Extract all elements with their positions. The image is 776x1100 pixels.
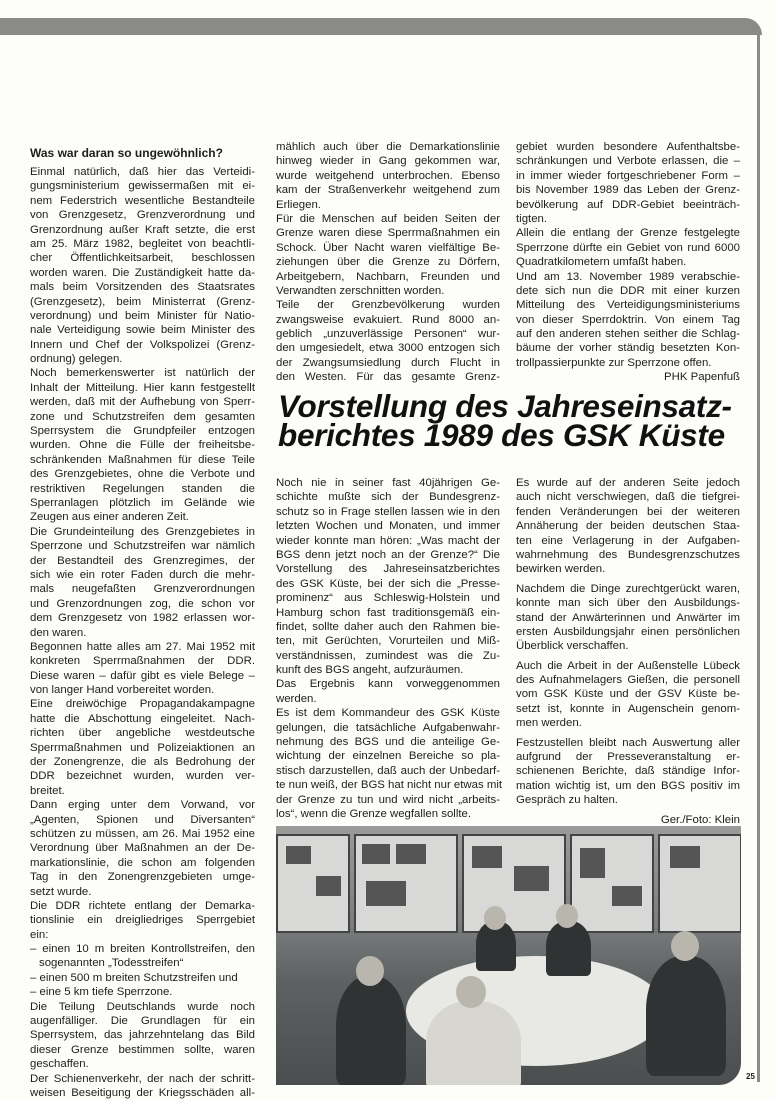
text-line: der Grenze zu tun und wird nicht „arbeits- bbox=[276, 793, 500, 806]
section-heading: Was war daran so ungewöhnlich? bbox=[30, 146, 223, 160]
text-line: Quadratkilometern umfaßt haben. bbox=[516, 256, 687, 269]
text-line: den umgesiedelt, etwa 3000 entzogen sich bbox=[276, 342, 500, 355]
text-line: Für die Menschen auf beiden Seiten der bbox=[276, 212, 500, 225]
text-line: gelungen, die tatsächliche Aufgabenwahr- bbox=[276, 721, 500, 734]
text-line: bevölkerung auf DDR-Gebiet beeinträch- bbox=[516, 198, 740, 211]
text-line: – eine 5 km tiefe Sperrzone. bbox=[30, 986, 173, 999]
text-line: wahrnehmung des Bundesgrenzschutzes bbox=[516, 548, 740, 561]
paragraph bbox=[30, 366, 255, 524]
text-line: zwangsweise evakuiert. Rund 8000 an- bbox=[276, 313, 500, 326]
text-line: Teile der Grenzbevölkerung wurden bbox=[276, 299, 500, 312]
paragraph bbox=[516, 140, 740, 226]
column-2-bottom bbox=[276, 476, 503, 821]
text-line: Einmal natürlich, daß hier das Verteidi- bbox=[30, 166, 255, 178]
text-line: Vorstellung des Jahreseinsatzberichtes bbox=[276, 563, 500, 576]
text-line: bäume der vorher ständig besetzten Kon- bbox=[516, 342, 740, 355]
headline-line-1: Vorstellung des Jahreseinsatz- bbox=[278, 388, 732, 424]
column-2-top bbox=[276, 140, 500, 385]
column-3-bottom bbox=[516, 476, 740, 828]
column-3-bottom-body bbox=[516, 476, 740, 808]
text-line: tigten. bbox=[516, 212, 548, 225]
text-line: Grenzordnung außer Kraft setzte, die erst bbox=[30, 223, 255, 236]
text-line: Noch bemerkenswerter ist natürlich der bbox=[30, 367, 255, 380]
text-line: schränkungen und Verbote erlassen, die – bbox=[516, 155, 740, 168]
text-line: Tag in den Zonengrenzgebieten umge- bbox=[30, 871, 255, 884]
paragraph bbox=[516, 659, 740, 731]
text-line: mals beim Vorsitzenden des Staatsrates bbox=[30, 281, 255, 294]
text-line: dete sich nun die DDR mit einer kurzen bbox=[516, 284, 740, 297]
exhibit-panel bbox=[276, 834, 350, 933]
page-number: 25 bbox=[746, 1072, 755, 1081]
exhibit-panel bbox=[354, 834, 458, 933]
text-line: – einen 500 m breiten Schutzstreifen und bbox=[30, 971, 238, 984]
paragraph bbox=[516, 582, 740, 654]
text-line: prominenz“ aus Schleswig-Holstein und bbox=[276, 592, 500, 605]
column-1-body bbox=[30, 165, 255, 1100]
text-line: den Westen. Für das gesamte Grenz- bbox=[276, 371, 500, 384]
text-line: Der Schienenverkehr, der nach der schritt- bbox=[30, 1072, 255, 1085]
text-line: der Zwangsumsiedlung durch Flucht in bbox=[276, 356, 500, 369]
text-line: von Grenzgesetz, Grenzverordnung und bbox=[30, 209, 255, 222]
text-line: Mitteilung des Verteidigungsministeriums bbox=[516, 299, 740, 312]
text-line: sich wie ein roter Faden durch die mehr- bbox=[30, 568, 255, 581]
text-line: schienenen Berichte, daß ständige Infor- bbox=[516, 765, 740, 778]
exhibit-panel bbox=[462, 834, 566, 933]
text-line: Annäherung der beiden deutschen Staa- bbox=[516, 520, 740, 533]
text-line: Und am 13. November 1989 verabschie- bbox=[516, 270, 740, 283]
text-line: Es wurde auf der anderen Seite jedoch bbox=[516, 477, 740, 489]
text-line: des GSK Küste, bei der sich die „Presse- bbox=[276, 577, 500, 590]
text-line: zone und Schutzstreifen dem gesamten bbox=[30, 410, 255, 423]
paragraph bbox=[516, 270, 740, 371]
paragraph bbox=[30, 798, 255, 899]
text-line: markationslinie, die schon am folgenden bbox=[30, 856, 255, 869]
text-line: nem Federstrich wesentliche Bestandteile bbox=[30, 194, 255, 207]
paragraph bbox=[276, 476, 500, 677]
text-line: letzten Wochen und Monaten, und immer bbox=[276, 520, 500, 533]
text-line: von langer Hand vorbereitet worden. bbox=[30, 684, 215, 697]
text-line: schränkenden Maßnahmen für diese Teile bbox=[30, 453, 255, 466]
text-line: am 25. März 1982, begleitet von beachtli- bbox=[30, 237, 255, 250]
headline-line-2: berichtes 1989 des GSK Küste bbox=[278, 417, 725, 453]
text-line: Begonnen hatte alles am 27. Mai 1952 mit bbox=[30, 640, 255, 653]
text-line: – einen 10 m breiten Kontrollstreifen, den bbox=[30, 943, 255, 956]
text-line: schichte mußte sich der Bundesgrenz- bbox=[276, 491, 500, 504]
text-line: cher Öffentlichkeitsarbeit, beschlossen bbox=[30, 252, 255, 265]
text-line: Grenze waren diese Sperrmaßnahmen ein bbox=[276, 227, 500, 240]
text-line: ein: bbox=[30, 928, 49, 941]
text-line: Arbeitgebern, Nachbarn, Freunden und bbox=[276, 270, 500, 283]
text-line: Die Teilung Deutschlands wurde noch bbox=[30, 1000, 255, 1013]
text-line: Sperrsystem die Grundpfeiler entzogen bbox=[30, 425, 255, 438]
text-line: trollpassierpunkte zur Sperrzone offen. bbox=[516, 356, 712, 369]
text-line: werden. bbox=[276, 692, 317, 705]
text-line: ten, mit Gerüchten, Vorurteilen und Miß- bbox=[276, 635, 500, 648]
paragraph bbox=[276, 677, 500, 706]
text-line: findet, sollte daher auch den Rahmen bie- bbox=[276, 620, 500, 633]
text-line: setzt ist, konnte in Augenschein genom- bbox=[516, 702, 740, 715]
author-signature: PHK Papenfuß bbox=[664, 371, 740, 384]
text-line: Sperranlagen plötzlich im Gelände wie bbox=[30, 496, 255, 509]
text-line: Noch nie in seiner fast 40jährigen Ge- bbox=[276, 477, 500, 489]
text-line: wichtung der einzelnen Bereiche so pla- bbox=[276, 750, 500, 763]
text-line: Allein die entlang der Grenze festgelegte bbox=[516, 227, 740, 240]
page-frame-right-rule bbox=[757, 30, 760, 1082]
text-line: konkreten Sperrmaßnahmen der DDR. bbox=[30, 655, 255, 668]
text-line: Inhalt der Mitteilung. Hier kann festgestellt bbox=[30, 381, 255, 394]
text-line: DDR bezeichnet wurden, wurden ver- bbox=[30, 770, 255, 783]
press-conference-photo bbox=[276, 826, 741, 1085]
text-line: dem Grenzgesetz von 1982 erlassen wor- bbox=[30, 612, 255, 625]
paragraph bbox=[276, 706, 503, 821]
text-line: Schock. Über Nacht waren vielfältige Be- bbox=[276, 241, 500, 254]
text-line: des Grenzgebietes, ohne die Verbote und bbox=[30, 468, 255, 481]
column-2-top-body bbox=[276, 140, 500, 385]
text-line: Die Grundeinteilung des Grenzgebietes in bbox=[30, 525, 255, 538]
text-line: Gespräch zu halten. bbox=[516, 794, 618, 807]
text-line: gungsministerium gewissermaßen mit ei- bbox=[30, 180, 255, 193]
paragraph bbox=[516, 226, 740, 269]
text-line: Das Ergebnis kann vorweggenommen bbox=[276, 678, 500, 691]
text-line: gebiet wurden besondere Aufenthaltsbe- bbox=[516, 141, 740, 153]
text-line: dieser Grenze bestimmen sollte, waren bbox=[30, 1043, 255, 1056]
paragraph bbox=[30, 697, 255, 798]
text-line: Innern und Chef der Volkspolizei (Grenz- bbox=[30, 338, 255, 351]
text-line: mählich auch über die Demarkationslinie bbox=[276, 141, 500, 153]
text-line: BGS denn jetzt noch an der Grenze?“ Die bbox=[276, 548, 500, 561]
text-line: und Grenzordnungen zog, die schon vor bbox=[30, 597, 255, 610]
text-line: (Grenzgesetz), beim Ministerrat (Grenz- bbox=[30, 295, 255, 308]
text-line: mals neugefaßten Grenzverordnungen bbox=[30, 583, 255, 596]
text-line: ten eine Verlagerung in der Aufgaben- bbox=[516, 534, 740, 547]
text-line: Sperrzone dürfte ein Gebiet von rund 6000 bbox=[516, 241, 740, 254]
paragraph bbox=[30, 640, 255, 698]
column-3-top bbox=[516, 140, 740, 385]
text-line: der Bestandteil des Grenzregimes, der bbox=[30, 554, 255, 567]
text-line: „Agenten, Spionen und Diversanten“ bbox=[30, 813, 255, 826]
text-line: wurde weitgehend unterbrochen. Ebenso bbox=[276, 169, 500, 182]
paragraph bbox=[30, 1000, 255, 1072]
list-item bbox=[30, 971, 255, 985]
text-line: Erliegen. bbox=[276, 198, 321, 211]
text-line: restriktiven Regelungen standen die bbox=[30, 482, 255, 495]
text-line: hatte die Abschottung eingeleitet. Nach- bbox=[30, 712, 255, 725]
text-line: nale Verteidigung sowie beim Minister des bbox=[30, 324, 255, 337]
text-line: aufgrund der Presseveranstaltung er- bbox=[516, 751, 740, 764]
text-line: augenfälliger. Die Grundlagen für ein bbox=[30, 1015, 255, 1028]
paragraph bbox=[30, 165, 255, 366]
page-frame-top-bar bbox=[0, 18, 762, 35]
text-line: Nachdem die Dinge zurechtgerückt waren, bbox=[516, 582, 740, 595]
text-line: men werden. bbox=[516, 717, 582, 730]
text-line: schutz so in Frage stellen lassen wie in den bbox=[276, 505, 500, 518]
text-line: auch nicht verschwiegen, daß die tiefgrei- bbox=[516, 491, 740, 504]
exhibit-panel bbox=[570, 834, 654, 933]
text-line: kam der Straßenverkehr weitgehend zum bbox=[276, 184, 500, 197]
text-line: tionslinie ein dreigliedriges Sperrgebiet bbox=[30, 914, 255, 927]
text-line: Dann erging unter dem Vorwand, vor bbox=[30, 799, 255, 812]
text-line: Diese waren – dafür gibt es viele Belege – bbox=[30, 669, 255, 682]
text-line: in immer wieder fortgeschriebener Form – bbox=[516, 169, 740, 182]
paragraph bbox=[516, 476, 740, 577]
photo-credit: Ger./Foto: Klein bbox=[660, 813, 740, 826]
text-line: weisen Beseitigung der Kriegsschäden all- bbox=[30, 1087, 255, 1099]
text-line: Eine dreiwöchige Propagandakampagne bbox=[30, 698, 255, 711]
paragraph bbox=[276, 140, 500, 212]
text-line: bewirken werden. bbox=[516, 563, 606, 576]
exhibit-panel bbox=[658, 834, 741, 933]
paragraph bbox=[30, 899, 255, 942]
text-line: geschaffen. bbox=[30, 1058, 89, 1071]
text-line: worden waren. Die Zuständigkeit hatte da- bbox=[30, 266, 255, 279]
text-line: Zeugen aus einer anderen Zeit. bbox=[30, 511, 189, 524]
text-line: werden, daß mit der Aufhebung von Sperr- bbox=[30, 396, 255, 409]
text-line: verständnissen, zumindest was die Zu- bbox=[276, 649, 500, 662]
list-item bbox=[30, 985, 255, 999]
text-line: Auch die Arbeit in der Außenstelle Lübeck bbox=[516, 659, 740, 672]
text-line: los“, wenn die Grenze wegfallen sollte. bbox=[276, 807, 472, 820]
text-line: breitet. bbox=[30, 784, 65, 797]
text-line: stisch darzustellen, daß auch der Unbedarf- bbox=[276, 764, 500, 777]
text-line: fenden Veränderungen bei der weiteren bbox=[516, 505, 740, 518]
paragraph bbox=[276, 212, 500, 298]
text-line: nehmung des BGS und die anteilige Ge- bbox=[276, 736, 500, 749]
paragraph bbox=[30, 525, 255, 640]
text-line: schützen zu müssen, am 26. Mai 1952 eine bbox=[30, 827, 255, 840]
text-line: Die DDR richtete entlang der Demarka- bbox=[30, 899, 255, 912]
text-line: Überblick verschaffen. bbox=[516, 640, 629, 653]
text-line: richten über angebliche westdeutsche bbox=[30, 727, 255, 740]
text-line: des Aufnahmelagers Gießen, die personell bbox=[516, 674, 740, 687]
text-line: Verordnung über Maßnahmen an der De- bbox=[30, 842, 255, 855]
text-line: Sperrsystem, das jahrzehntelang das Bild bbox=[30, 1029, 255, 1042]
paragraph bbox=[516, 736, 740, 808]
text-line: wieder konnte man hören: „Was macht der bbox=[276, 534, 500, 547]
text-line: der Zonengrenze, die als Bedrohung der bbox=[30, 756, 255, 769]
text-line: auf den anderen stehen seither die Schlag- bbox=[516, 328, 740, 341]
text-line: Verwandten zerschnitten worden. bbox=[276, 284, 445, 297]
text-line: von dieser Sperrdoktrin. Von einem Tag bbox=[516, 313, 740, 326]
text-line: sogenannten „Todesstreifen“ bbox=[39, 957, 184, 970]
paragraph bbox=[30, 1072, 255, 1100]
text-line: Hamburg schon fast traditionsgemäß ein- bbox=[276, 606, 500, 619]
text-line: Sperrzone und Schutzstreifen war nämlich bbox=[30, 540, 255, 553]
text-line: stand der Anwärterinnen und Anwärter im bbox=[516, 611, 740, 624]
text-line: hinweg wieder in Gang gekommen war, bbox=[276, 155, 500, 168]
list-item bbox=[30, 942, 255, 971]
text-line: Festzustellen bleibt nach Auswertung aller bbox=[516, 736, 740, 749]
text-line: ersten Ausbildungsjahr einen persönlichen bbox=[516, 625, 740, 638]
text-line: kunft des BGS angeht, aufzuräumen. bbox=[276, 664, 464, 677]
text-line: Es ist dem Kommandeur des GSK Küste bbox=[276, 707, 500, 720]
text-line: wurden. Ohne die Fülle der freiheitsbe- bbox=[30, 439, 255, 452]
text-line: ziehungen über die Grenze zu Dörfern, bbox=[276, 256, 500, 269]
text-line: den waren. bbox=[30, 626, 87, 639]
text-line: bis November 1989 das Leben der Grenz- bbox=[516, 184, 740, 197]
text-line: setzt wurde. bbox=[30, 885, 92, 898]
column-3-top-body bbox=[516, 140, 740, 370]
text-line: ordnung) gelegen. bbox=[30, 353, 123, 366]
text-line: verordnung) und beim Minister für Natio- bbox=[30, 309, 255, 322]
paragraph bbox=[276, 298, 500, 384]
article-headline bbox=[278, 388, 732, 453]
text-line: geblich „unzuverlässige Personen“ wur- bbox=[276, 328, 500, 341]
column-1 bbox=[30, 146, 255, 1100]
page-frame-inner bbox=[0, 35, 757, 65]
text-line: vom GSK Küste und der GSV Küste be- bbox=[516, 688, 740, 701]
text-line: konnte man sich über den Ausbildungs- bbox=[516, 597, 740, 610]
column-2-bottom-body bbox=[276, 476, 503, 821]
text-line: te nun weiß, der BGS hat nicht nur etwas mit bbox=[276, 779, 503, 792]
text-line: Sperrmaßnahmen und Polizeiaktionen an bbox=[30, 741, 255, 754]
text-line: mation wichtig ist, um den BGS positiv im bbox=[516, 779, 740, 792]
